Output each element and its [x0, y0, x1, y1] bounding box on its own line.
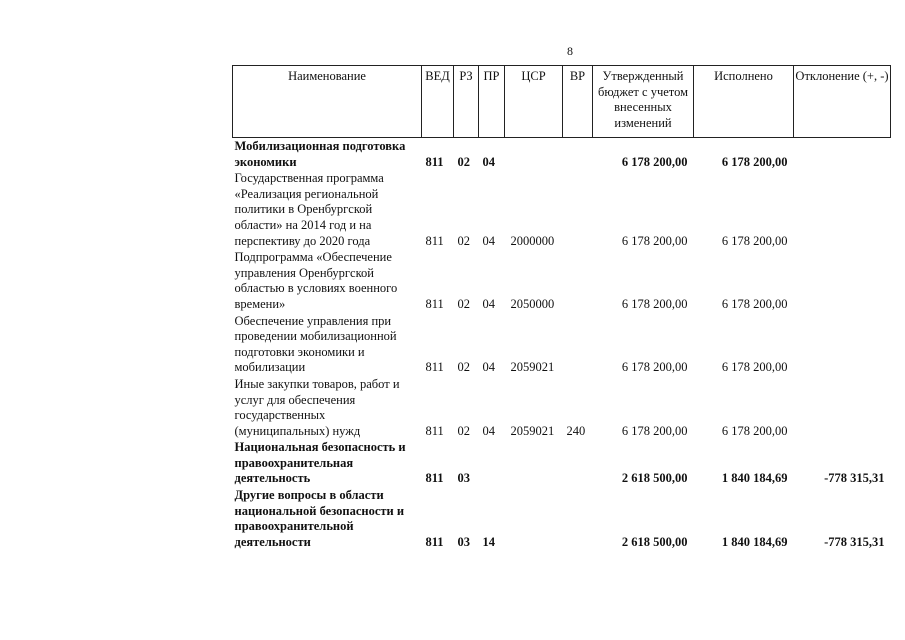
table-row — [233, 376, 891, 439]
row-vr — [563, 439, 593, 487]
row-pr: 04 — [482, 296, 495, 311]
header-csr: ЦСР — [505, 66, 563, 138]
row-name: Национальная безопасность и правоохранительная деятельность — [234, 440, 406, 486]
row-name: Государственная программа «Реализация региональной политики в Оренбургской области» на 2014 год и на перспективу до 2020 года — [234, 171, 384, 248]
table-row — [233, 439, 891, 487]
row-rz: 02 — [457, 423, 470, 438]
row-vr — [563, 249, 593, 312]
budget-table — [232, 65, 891, 550]
row-approved: 6 178 200,00 — [621, 423, 688, 438]
header-pr: ПР — [479, 66, 505, 138]
row-csr — [505, 138, 563, 171]
row-pr: 14 — [482, 534, 495, 549]
row-deviation — [794, 313, 891, 376]
row-deviation — [794, 376, 891, 439]
row-csr — [505, 439, 563, 487]
table-row — [233, 249, 891, 312]
row-name: Другие вопросы в области национальной безопасности и правоохранительной деятельности — [234, 488, 405, 549]
table-row — [233, 170, 891, 249]
row-rz: 02 — [457, 360, 470, 375]
row-vr — [563, 487, 593, 550]
header-ved: ВЕД — [422, 66, 454, 138]
row-vr — [563, 138, 593, 171]
row-rz: 02 — [457, 233, 470, 248]
table-row — [233, 138, 891, 171]
row-approved: 2 618 500,00 — [621, 471, 688, 486]
row-ved: 811 — [425, 471, 444, 486]
row-executed: 6 178 200,00 — [721, 296, 788, 311]
row-ved: 811 — [425, 534, 444, 549]
table-row — [233, 487, 891, 550]
row-deviation — [794, 170, 891, 249]
header-deviation: Отклонение (+, -) — [794, 66, 891, 138]
row-approved: 6 178 200,00 — [621, 360, 688, 375]
row-approved: 2 618 500,00 — [621, 534, 688, 549]
table-row — [233, 313, 891, 376]
row-vr — [563, 313, 593, 376]
row-ved: 811 — [425, 360, 444, 375]
header-executed: Исполнено — [694, 66, 794, 138]
header-vr: ВР — [563, 66, 593, 138]
row-pr — [479, 439, 505, 487]
row-vr: 240 — [566, 423, 586, 438]
row-name: Мобилизационная подготовка экономики — [234, 139, 406, 169]
row-deviation — [794, 249, 891, 312]
row-pr: 04 — [482, 360, 495, 375]
row-ved: 811 — [425, 423, 444, 438]
row-executed: 6 178 200,00 — [721, 360, 788, 375]
header-rz: РЗ — [454, 66, 479, 138]
row-name: Обеспечение управления при проведении мобилизационной подготовки экономики и мобилизации — [234, 313, 397, 375]
row-csr — [505, 487, 563, 550]
row-approved: 6 178 200,00 — [621, 233, 688, 248]
row-csr: 2000000 — [510, 233, 555, 248]
page-number: 8 — [567, 44, 573, 58]
row-pr: 04 — [482, 423, 495, 438]
row-csr: 2059021 — [510, 423, 555, 438]
row-csr: 2050000 — [510, 296, 555, 311]
row-vr — [563, 170, 593, 249]
row-executed: 6 178 200,00 — [721, 154, 788, 169]
table-header-row — [233, 66, 891, 138]
row-ved: 811 — [425, 296, 444, 311]
row-rz: 03 — [457, 471, 470, 486]
row-csr: 2059021 — [510, 360, 555, 375]
row-approved: 6 178 200,00 — [621, 296, 688, 311]
row-ved: 811 — [425, 154, 444, 169]
header-name: Наименование — [233, 66, 422, 138]
row-executed: 1 840 184,69 — [721, 471, 788, 486]
row-pr: 04 — [482, 233, 495, 248]
row-executed: 1 840 184,69 — [721, 534, 788, 549]
row-deviation — [794, 138, 891, 171]
row-rz: 02 — [457, 154, 470, 169]
row-rz: 02 — [457, 296, 470, 311]
row-executed: 6 178 200,00 — [721, 233, 788, 248]
row-approved: 6 178 200,00 — [621, 154, 688, 169]
header-approved: Утвержденный бюджет с учетом внесенных изменений — [593, 66, 694, 138]
row-pr: 04 — [482, 154, 495, 169]
row-ved: 811 — [425, 233, 444, 248]
row-name: Иные закупки товаров, работ и услуг для обеспечения государственных (муниципальных) нужд — [234, 376, 400, 438]
row-deviation: -778 315,31 — [824, 534, 885, 549]
row-name: Подпрограмма «Обеспечение управления Оренбургской областью в условиях военного времени» — [234, 250, 398, 311]
row-executed: 6 178 200,00 — [721, 423, 788, 438]
row-rz: 03 — [457, 534, 470, 549]
row-deviation: -778 315,31 — [824, 471, 885, 486]
